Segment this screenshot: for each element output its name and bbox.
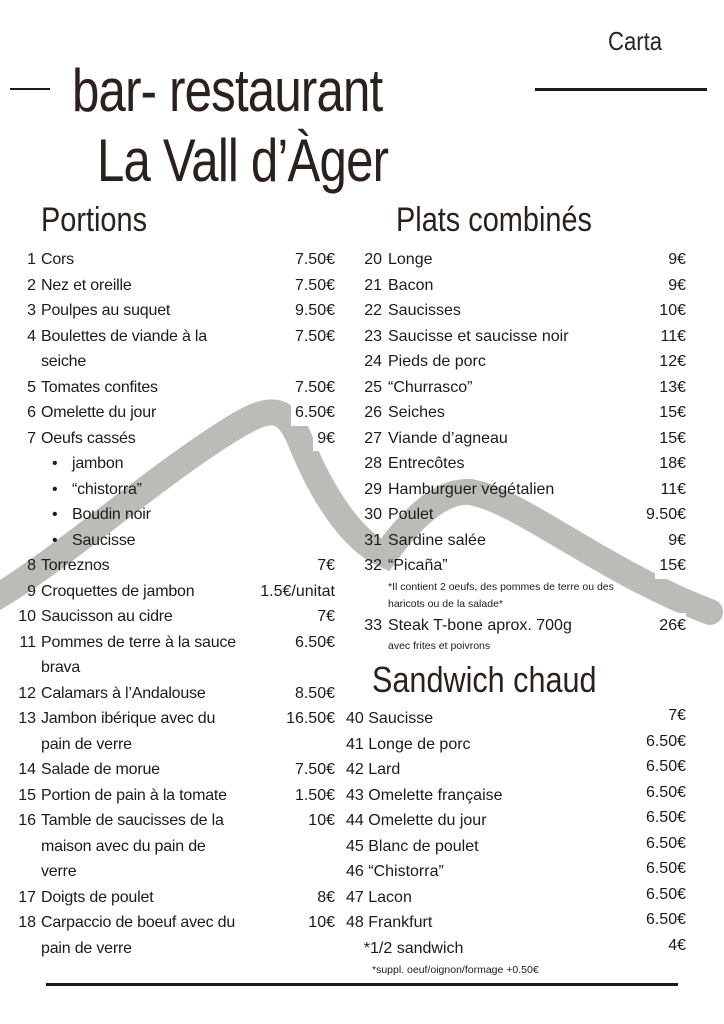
item-name: jambon (72, 455, 124, 472)
item-number: 21 (364, 276, 382, 294)
item-name: “Churrasco” (388, 378, 473, 396)
item-name: Salade de morue (41, 761, 160, 778)
item-price: 8€ (313, 885, 335, 911)
menu-item (346, 910, 686, 936)
item-number: 14 (18, 761, 36, 778)
menu-item (0, 451, 335, 477)
item-price: 15€ (655, 553, 686, 579)
menu-item (350, 273, 686, 299)
item-number: 24 (364, 353, 382, 370)
item-name: maison avec du pain de (41, 837, 206, 855)
item-price: 6.50€ (645, 860, 686, 877)
menu-item (350, 324, 686, 350)
item-number: 27 (364, 429, 382, 447)
sandwich-heading: Sandwich chaud (372, 659, 597, 700)
menu-item (0, 324, 335, 350)
item-name: Tomates confites (41, 378, 158, 396)
item-number: 23 (364, 327, 382, 345)
menu-item (346, 808, 686, 834)
item-price: 6.50€ (645, 911, 686, 928)
sandwich-list (346, 706, 686, 961)
restaurant-title-line1: bar- restaurant (72, 57, 383, 124)
item-price: 16.50€ (282, 706, 335, 732)
menu-item (0, 706, 335, 732)
item-name: Pommes de terre à la sauce (41, 633, 236, 651)
item-number: 10 (18, 608, 36, 625)
item-name: Boulettes de viande à la (41, 327, 207, 345)
item-number: 22 (364, 302, 382, 319)
item-name: Poulet (388, 506, 434, 523)
item-number: 6 (27, 404, 36, 421)
menu-item (350, 596, 686, 613)
item-name: “Picaña” (388, 557, 448, 574)
item-name: Doigts de poulet (41, 888, 154, 906)
item-price: 7€ (313, 553, 335, 579)
menu-item (0, 834, 335, 860)
item-number: 4 (27, 327, 36, 345)
item-number: 5 (27, 378, 36, 396)
menu-item (350, 638, 686, 655)
menu-item (0, 502, 335, 528)
item-price: 12€ (655, 349, 686, 375)
item-name: 41 Longe de porc (346, 735, 471, 753)
item-name: haricots ou de la salade* (388, 597, 503, 610)
menu-item (0, 298, 335, 324)
item-price: 11€ (656, 477, 686, 503)
menu-item (346, 936, 686, 962)
portions-heading: Portions (41, 201, 148, 239)
menu-item (346, 859, 686, 885)
item-price: 6.50€ (291, 630, 335, 656)
item-name: 44 Omelette du jour (346, 812, 487, 829)
menu-item (0, 885, 335, 911)
item-number: 11 (19, 633, 36, 651)
item-number: 8 (27, 557, 36, 574)
item-name: Jambon ibérique avec du (41, 710, 216, 727)
bullet-icon: • (52, 455, 58, 472)
plats-heading: Plats combinés (396, 201, 592, 239)
item-name: 40 Saucisse (346, 710, 434, 727)
menu-item (350, 298, 686, 324)
menu-item (0, 910, 335, 936)
item-number: 7 (27, 429, 36, 447)
menu-item (350, 579, 686, 596)
item-price: 6.50€ (645, 783, 686, 801)
item-name: Calamars à l’Andalouse (41, 684, 206, 702)
item-price: 9€ (664, 273, 686, 299)
item-name: seiche (41, 353, 87, 370)
menu-item (0, 681, 335, 707)
item-name: 45 Blanc de poulet (346, 837, 479, 855)
item-price: 6.50€ (645, 885, 686, 903)
menu-item (350, 451, 686, 477)
item-price: 6.50€ (645, 809, 686, 826)
item-price: 13€ (655, 375, 686, 401)
item-price: 9.50€ (642, 502, 686, 528)
item-number: 13 (18, 710, 36, 727)
item-price: 6.50€ (645, 758, 686, 775)
item-name: 47 Lacon (346, 888, 412, 906)
item-name: pain de verre (41, 939, 132, 957)
menu-item (0, 936, 335, 962)
item-price: 11€ (656, 324, 686, 350)
item-number: 18 (18, 914, 36, 931)
item-number: 1 (27, 251, 36, 268)
item-name: Viande d’agneau (388, 429, 508, 447)
item-number: 16 (18, 812, 36, 829)
item-number: 15 (18, 786, 36, 804)
menu-item (350, 553, 686, 579)
menu-item (0, 630, 335, 656)
item-number: 2 (27, 276, 36, 294)
item-name: Steak T-bone aprox. 700g (388, 616, 572, 634)
menu-item (0, 528, 335, 554)
menu-item (346, 885, 686, 911)
bullet-icon: • (52, 506, 58, 523)
item-number: 30 (364, 506, 382, 523)
bullet-icon: • (52, 480, 58, 498)
item-name: *Il contient 2 oeufs, des pommes de terre ou des (388, 580, 614, 593)
item-name: Boudin noir (72, 506, 151, 523)
item-number: 29 (364, 480, 382, 498)
item-number: 12 (18, 684, 36, 702)
menu-item (350, 349, 686, 375)
item-name: 42 Lard (346, 761, 401, 778)
plats-list (350, 247, 686, 655)
sandwich-note: *suppl. oeuf/oignon/formage +0.50€ (372, 964, 539, 976)
menu-item (350, 247, 686, 273)
item-name: Bacon (388, 276, 434, 294)
item-name: pain de verre (41, 735, 132, 753)
item-name: 46 “Chistorra” (346, 863, 444, 880)
menu-item (346, 706, 686, 732)
item-name: Saucisse (72, 531, 136, 549)
item-name: Tamble de saucisses de la (41, 812, 224, 829)
item-price: 7€ (313, 604, 335, 630)
item-number: 20 (364, 251, 382, 268)
menu-item (350, 502, 686, 528)
menu-item (0, 783, 335, 809)
item-price: 26€ (655, 613, 686, 639)
item-price: 8.50€ (291, 681, 335, 707)
bullet-icon: • (52, 531, 58, 549)
item-price: 15€ (655, 400, 686, 426)
item-price: 7€ (668, 707, 686, 724)
item-number: 31 (364, 531, 382, 549)
menu-item (0, 808, 335, 834)
item-name: Saucisson au cidre (41, 608, 173, 625)
title-dash-left (10, 88, 50, 90)
carta-label: Carta (608, 26, 663, 56)
item-price: 4€ (668, 936, 686, 954)
portions-list (0, 247, 335, 961)
menu-item (0, 655, 335, 681)
menu-item (0, 732, 335, 758)
item-name: Saucisse et saucisse noir (388, 327, 569, 345)
menu-item (0, 553, 335, 579)
item-name: Entrecôtes (388, 455, 465, 472)
menu-item (350, 528, 686, 554)
menu-item (350, 477, 686, 503)
item-name: Saucisses (388, 302, 461, 319)
item-price: 7.50€ (291, 375, 335, 401)
menu-item (0, 757, 335, 783)
item-price: 10€ (304, 910, 335, 936)
item-name: Longe (388, 251, 433, 268)
item-number: 25 (364, 378, 382, 396)
item-name: Carpaccio de boeuf avec du (41, 914, 236, 931)
item-name: 48 Frankfurt (346, 914, 433, 931)
menu-item (350, 400, 686, 426)
menu-item (0, 400, 335, 426)
item-name: *1/2 sandwich (346, 939, 464, 957)
item-number: 28 (364, 455, 382, 472)
item-name: Seiches (388, 404, 445, 421)
title-dash-right (535, 88, 707, 91)
item-price: 7.50€ (291, 247, 335, 273)
item-name: avec frites et poivrons (388, 640, 491, 652)
item-price: 9€ (313, 426, 335, 452)
item-name: 43 Omelette française (346, 786, 503, 804)
restaurant-title-line2: La Vall d’Àger (97, 127, 389, 194)
item-price: 9.50€ (291, 298, 335, 324)
item-price: 7.50€ (291, 273, 335, 299)
item-number: 3 (27, 302, 36, 319)
item-name: verre (41, 863, 77, 880)
menu-item (0, 247, 335, 273)
menu-item (0, 375, 335, 401)
item-name: Oeufs cassés (41, 429, 136, 447)
item-price: 9€ (664, 247, 686, 273)
item-name: Hamburguer végétalien (388, 480, 555, 498)
item-price: 1.50€ (291, 783, 335, 809)
menu-item (0, 273, 335, 299)
menu-item (346, 757, 686, 783)
item-price: 1.5€/unitat (256, 579, 335, 605)
menu-item (350, 375, 686, 401)
item-name: Omelette du jour (41, 404, 157, 421)
item-name: Nez et oreille (41, 276, 132, 294)
menu-item (0, 349, 335, 375)
item-price: 7.50€ (291, 324, 335, 350)
item-price: 18€ (655, 451, 686, 477)
item-name: Portion de pain à la tomate (41, 786, 227, 804)
menu-item (0, 859, 335, 885)
item-number: 17 (18, 888, 36, 906)
item-price: 7.50€ (291, 757, 335, 783)
item-price: 15€ (655, 426, 686, 452)
item-name: Croquettes de jambon (41, 582, 195, 600)
item-price: 10€ (655, 298, 686, 324)
item-price: 9€ (664, 528, 686, 554)
menu-item (350, 613, 686, 639)
menu-item (0, 604, 335, 630)
item-name: Sardine salée (388, 531, 486, 549)
menu-item (350, 426, 686, 452)
item-name: Pieds de porc (388, 353, 486, 370)
item-number: 9 (27, 582, 36, 600)
menu-item (0, 426, 335, 452)
item-name: Poulpes au suquet (41, 302, 171, 319)
menu-item (0, 477, 335, 503)
item-price: 6.50€ (291, 400, 335, 426)
item-price: 6.50€ (645, 732, 686, 750)
menu-item (346, 783, 686, 809)
item-price: 6.50€ (645, 834, 686, 852)
item-name: brava (41, 659, 81, 676)
item-price: 10€ (304, 808, 335, 834)
footer-divider (46, 983, 678, 986)
item-name: “chistorra” (72, 480, 142, 498)
menu-item (346, 732, 686, 758)
menu-item (0, 579, 335, 605)
item-number: 33 (364, 616, 382, 634)
menu-item (346, 834, 686, 860)
item-number: 26 (364, 404, 382, 421)
item-name: Cors (41, 251, 74, 268)
item-number: 32 (364, 557, 382, 574)
item-name: Torreznos (41, 557, 110, 574)
